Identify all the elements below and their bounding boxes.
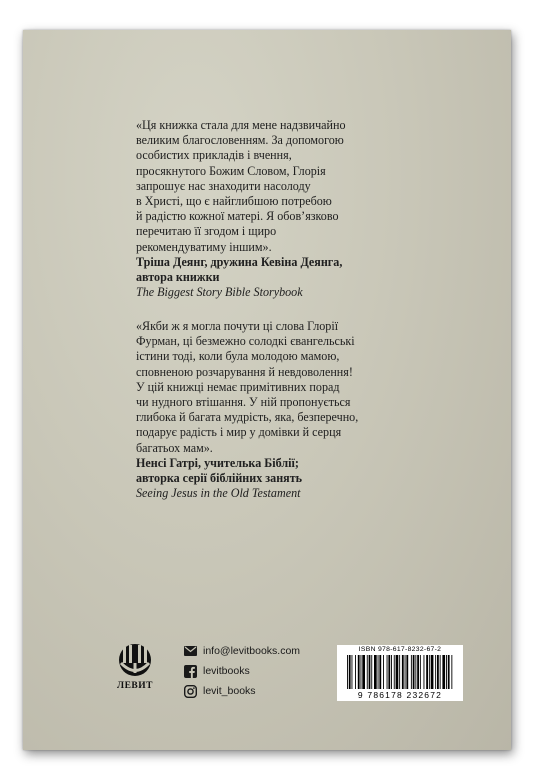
barcode-stripe (411, 655, 412, 689)
isbn-label: ISBN 978-617-8232-67-2 (358, 646, 442, 653)
quote-line: запрошує нас знаходити насолоду (136, 178, 311, 193)
barcode-stripe (405, 655, 406, 689)
barcode-stripe (406, 655, 408, 689)
quote-line: істини тоді, коли була молодою мамою, (136, 349, 340, 364)
quote-attribution: Тріша Деянг, дружина Кевіна Деянга, (136, 254, 343, 269)
barcode-stripe (451, 655, 452, 689)
quote-line: глибока й багата мудрість, яка, безперечно, (136, 410, 359, 425)
barcode-stripe (399, 655, 400, 689)
barcode-stripe (371, 655, 372, 689)
contact-email (183, 642, 300, 660)
barcode-stripe (352, 655, 353, 689)
isbn-barcode (337, 645, 463, 701)
barcode-stripe (424, 655, 425, 689)
barcode-stripe (347, 655, 348, 689)
quote-line: рекомендуватиму іншим». (136, 239, 272, 254)
contacts (183, 642, 300, 702)
barcode-stripe (374, 655, 377, 689)
barcode-stripe (367, 655, 368, 689)
contact-facebook (183, 662, 300, 680)
barcode-stripe (429, 655, 430, 689)
barcode-stripe (394, 655, 395, 689)
instagram-icon (183, 684, 197, 698)
barcode-stripe (358, 655, 360, 689)
quote-line: просякнутого Божим Словом, Глорія (136, 163, 326, 178)
quote-line: сповненою розчарування й невдоволення! (136, 364, 353, 379)
publisher-logo-icon (112, 642, 158, 700)
barcode-stripe (378, 655, 379, 689)
quote-book-title: Seeing Jesus in the Old Testament (136, 486, 301, 501)
barcode-stripe (420, 655, 421, 689)
barcode-stripe (413, 655, 415, 689)
quote-book-title: The Biggest Story Bible Storybook (136, 285, 303, 300)
barcode-stripe (437, 655, 439, 689)
quote-1 (136, 118, 396, 300)
quote-attribution: автора книжки (136, 270, 220, 285)
quote-line: особистих прикладів і вчення, (136, 148, 292, 163)
back-cover (23, 30, 511, 750)
contact-text[interactable]: info@levitbooks.com (203, 645, 301, 657)
quote-line: У цій книжці немає примітивних порад (136, 379, 340, 394)
quote-line: чи нудного втішання. У ній пропонується (136, 395, 351, 410)
barcode-stripe (361, 655, 362, 689)
barcode-stripe (442, 655, 445, 689)
barcode-stripe (379, 655, 381, 689)
barcode-stripe (391, 655, 392, 689)
contact-text[interactable]: levitbooks (203, 665, 250, 677)
barcode-number: 9 786178 232672 (357, 690, 443, 700)
barcode-stripe (435, 655, 436, 689)
barcode-stripe (362, 655, 365, 689)
barcode-stripe (415, 655, 416, 689)
quote-line: й радістю кожної матері. Я обов’язково (136, 209, 339, 224)
quote-line: Фурман, ці безмежно солодкі євангельські (136, 334, 355, 349)
barcode-bars (345, 655, 455, 691)
quote-line: великим благословенням. За допомогою (136, 133, 344, 148)
quote-2 (136, 319, 396, 501)
quote-line: «Ця книжка стала для мене надзвичайно (136, 118, 346, 132)
barcode-stripe (402, 655, 404, 689)
mail-icon (183, 644, 197, 658)
quote-line: в Христі, що є найглибшою потребою (136, 194, 332, 209)
quote-line: подарує радість і мир у домівки й серця (136, 425, 342, 440)
barcode-stripe (431, 655, 434, 689)
barcode-stripe (446, 655, 447, 689)
facebook-icon (183, 664, 197, 678)
barcode-stripe (355, 655, 356, 689)
barcode-stripe (396, 655, 399, 689)
barcode-stripe (440, 655, 441, 689)
quote-line: «Якби ж я могла почути ці слова Глорії (136, 319, 339, 333)
barcode-stripe (388, 655, 390, 689)
publisher-name: ЛЕВИТ (117, 681, 153, 691)
barcode-stripe (417, 655, 419, 689)
barcode-stripe (349, 655, 351, 689)
quote-line: багатьох мам». (136, 440, 213, 455)
barcode-stripe (448, 655, 450, 689)
quote-attribution: авторка серії біблійних занять (136, 471, 303, 486)
quote-attribution: Ненсі Гатрі, учителька Біблії; (136, 455, 299, 470)
barcode-stripe (387, 655, 388, 689)
contact-text[interactable]: levit_books (203, 685, 256, 697)
quote-line: перечитаю її згодом і щиро (136, 224, 277, 239)
barcode-stripe (426, 655, 428, 689)
barcode-stripe (369, 655, 371, 689)
contact-instagram (183, 682, 300, 700)
barcode-stripe (383, 655, 384, 689)
